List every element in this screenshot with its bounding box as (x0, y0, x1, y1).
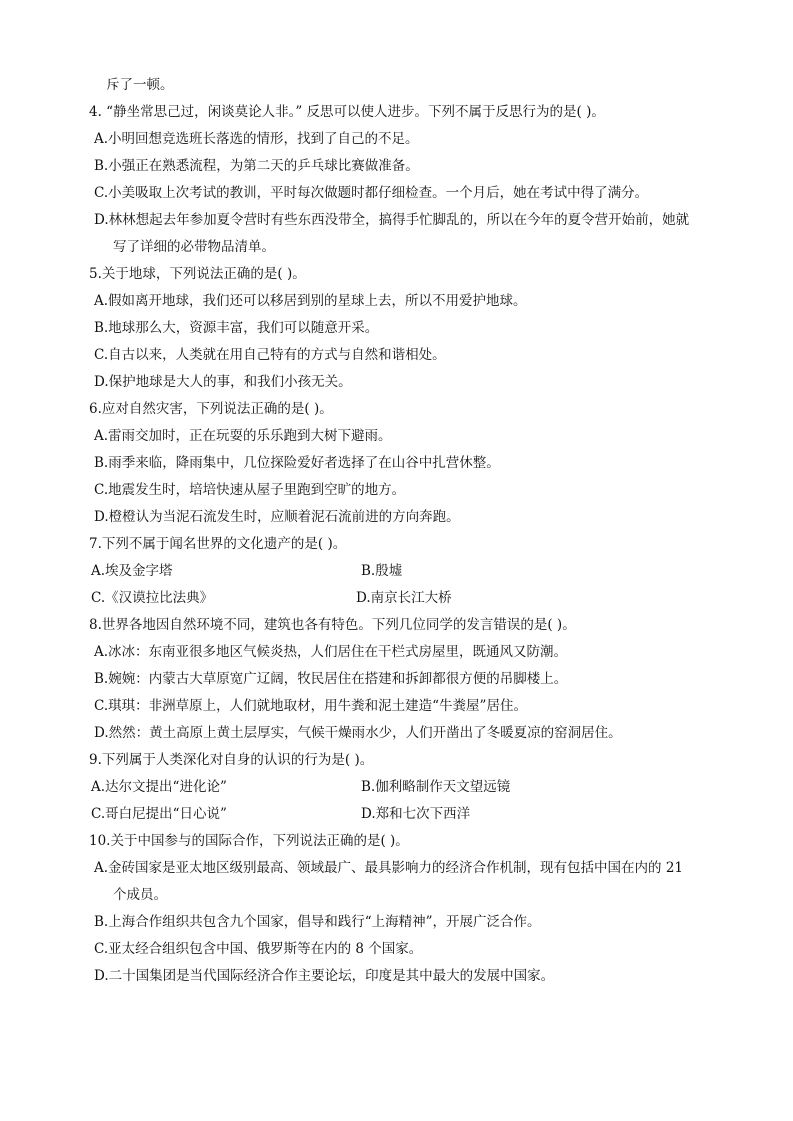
question-9-option-a: A.达尔文提出“进化论” (91, 779, 227, 795)
question-7-option-b: B.殷墟 (361, 563, 403, 579)
question-10-option-d: D.二十国集团是当代国际经济合作主要论坛，印度是其中最大的发展中国家。 (94, 968, 555, 984)
question-8-option-b: B.婉婉：内蒙古大草原宽广辽阔，牧民居住在搭建和拆卸都很方便的吊脚楼上。 (94, 671, 568, 687)
question-4-option-b: B.小强正在熟悉流程，为第二天的乒乓球比赛做准备。 (94, 158, 419, 174)
question-6-option-b: B.雨季来临，降雨集中，几位探险爱好者选择了在山谷中扎营休整。 (94, 455, 500, 471)
continuation-text: 斥了一顿。 (106, 77, 174, 93)
question-4-option-a: A.小明回想竞选班长落选的情形，找到了自己的不足。 (94, 131, 419, 147)
question-10-option-a: A.金砖国家是亚太地区级别最高、领域最广、最具影响力的经济合作机制，现有包括中国在内的 21 (94, 860, 684, 876)
question-6: 6.应对自然灾害，下列说法正确的是( )。 (89, 401, 333, 417)
question-10-option-b: B.上海合作组织共包含九个国家，倡导和践行“上海精神”，开展广泛合作。 (94, 914, 541, 930)
question-4-option-c: C.小美吸取上次考试的教训，平时每次做题时都仔细检查。一个月后，她在考试中得了满分。 (94, 185, 649, 201)
question-7: 7.下列不属于闻名世界的文化遗产的是( )。 (89, 536, 347, 552)
question-4-option-d-cont: 写了详细的必带物品清单。 (113, 239, 275, 255)
question-5-option-d: D.保护地球是大人的事，和我们小孩无关。 (94, 374, 352, 390)
question-7-option-c: C.《汉谟拉比法典》 (91, 590, 214, 606)
question-8: 8.世界各地因自然环境不同，建筑也各有特色。下列几位同学的发言错误的是( )。 (89, 617, 576, 633)
question-9-option-c: C.哥白尼提出“日心说” (91, 806, 227, 822)
question-4: 4. “静坐常思己过，闲谈莫论人非。” 反思可以使人进步。下列不属于反思行为的是( )。 (89, 104, 605, 120)
question-6-option-a: A.雷雨交加时，正在玩耍的乐乐跑到大树下避雨。 (94, 428, 392, 444)
question-10: 10.关于中国参与的国际合作，下列说法正确的是( )。 (89, 833, 409, 849)
question-9-option-d: D.郑和七次下西洋 (361, 806, 471, 822)
question-5: 5.关于地球，下列说法正确的是( )。 (89, 266, 306, 282)
question-9-option-b: B.伽利略制作天文望远镜 (361, 779, 511, 795)
question-8-option-a: A.冰冰：东南亚很多地区气候炎热，人们居住在干栏式房屋里，既通风又防潮。 (94, 644, 568, 660)
question-6-option-d: D.橙橙认为当泥石流发生时，应顺着泥石流前进的方向奔跑。 (94, 509, 460, 525)
question-4-option-d: D.林林想起去年参加夏令营时有些东西没带全，搞得手忙脚乱的，所以在今年的夏令营开始前，她就 (94, 212, 690, 228)
question-7-option-a: A.埃及金字塔 (91, 563, 173, 579)
question-5-option-c: C.自古以来，人类就在用自己特有的方式与自然和谐相处。 (94, 347, 446, 363)
question-10-option-a-cont: 个成员。 (113, 887, 167, 903)
question-5-option-a: A.假如离开地球，我们还可以移居到别的星球上去，所以不用爱护地球。 (94, 293, 527, 309)
question-8-option-d: D.然然：黄土高原上黄土层厚实，气候干燥雨水少，人们开凿出了冬暖夏凉的窑洞居住。 (94, 725, 622, 741)
question-6-option-c: C.地震发生时，培培快速从屋子里跑到空旷的地方。 (94, 482, 406, 498)
question-5-option-b: B.地球那么大，资源丰富，我们可以随意开采。 (94, 320, 379, 336)
question-7-option-d: D.南京长江大桥 (356, 590, 452, 606)
question-8-option-c: C.琪琪：非洲草原上，人们就地取材，用牛粪和泥土建造“牛粪屋”居住。 (94, 698, 527, 714)
question-9: 9.下列属于人类深化对自身的认识的行为是( )。 (89, 752, 374, 768)
question-10-option-c: C.亚太经合组织包含中国、俄罗斯等在内的 8 个国家。 (94, 941, 423, 957)
